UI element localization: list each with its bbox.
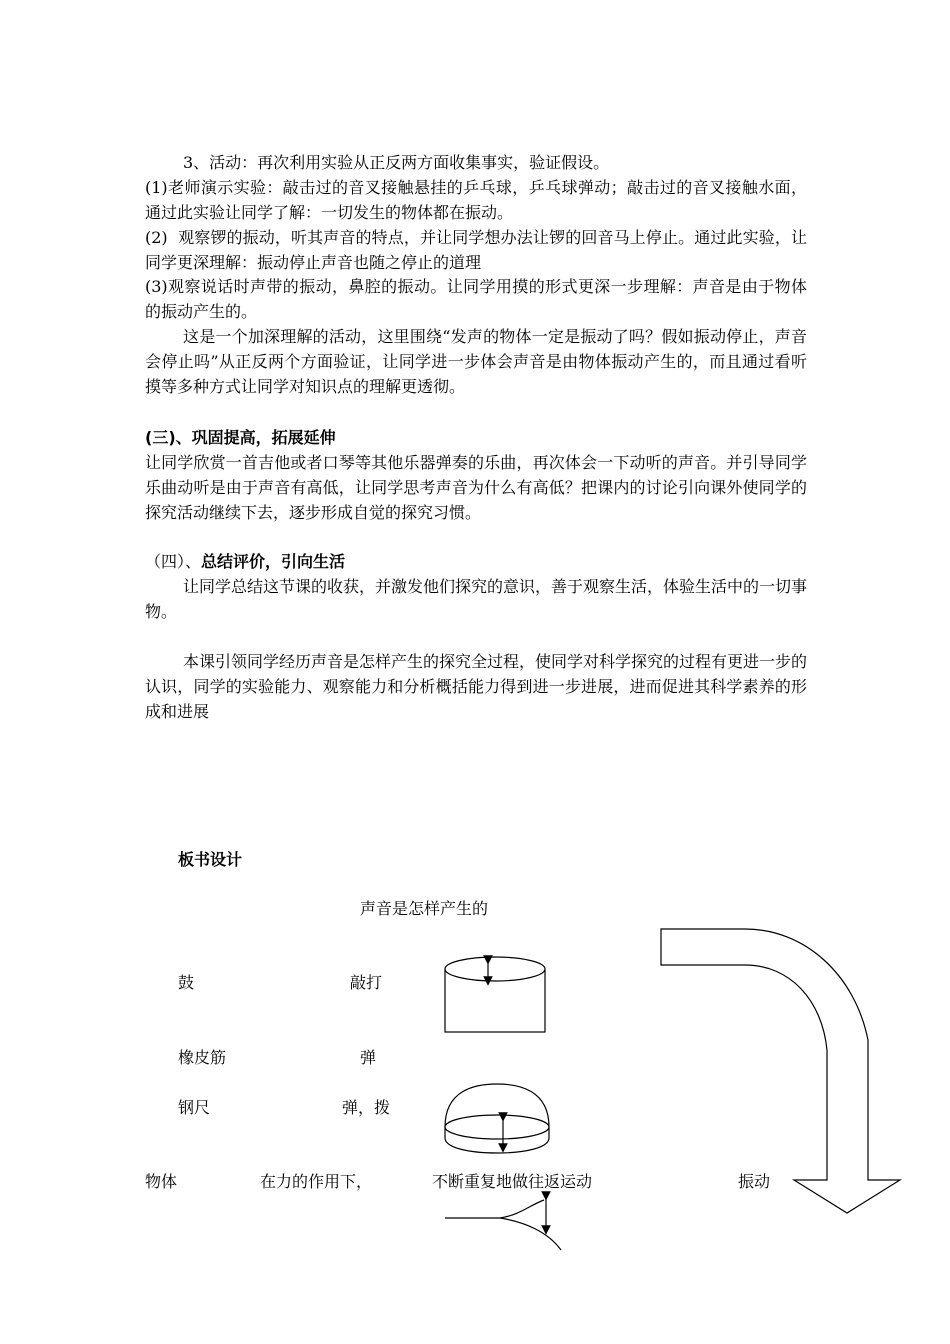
drum-figure (445, 957, 545, 1032)
board-object-rubber-band: 橡皮筋 (178, 1048, 227, 1067)
board-object-ruler: 钢尺 (178, 1098, 211, 1117)
part3-body: 让同学欣赏一首吉他或者口琴等其他乐器弹奏的乐曲，再次体会一下动听的声音。并引导同学乐曲动听是由于声音有高低，让同学思考声音为什么有高低？把课内的讨论引向课外使同学的探究活动继续下去，逐步形成自觉的探究习惯。 (145, 453, 807, 522)
board-subtitle: 声音是怎样产生的 (360, 899, 489, 918)
closing-paragraph: 本课引领同学经历声音是怎样产生的探究全过程，使同学对科学探究的过程有更进一步的认识，同学的实验能力、观察能力和分析概括能力得到进一步进展，进而促进其科学素养的形成和进展 (145, 652, 808, 721)
conclusion-result: 振动 (738, 1172, 771, 1191)
board-title: 板书设计 (178, 850, 243, 869)
board-action-rubber-band: 弹 (360, 1048, 377, 1067)
board-action-drum: 敲打 (350, 973, 383, 992)
part4-heading-bold: 总结评价，引向生活 (201, 552, 346, 571)
curved-arrow-icon (661, 929, 900, 1213)
gong-figure (445, 1084, 549, 1153)
board-action-ruler: 弹，拨 (342, 1098, 391, 1117)
part4-body: 让同学总结这节课的收获，并激发他们探究的意识，善于观察生活，体验生活中的一切事物。 (145, 577, 808, 621)
conclusion-motion: 不断重复地做往返运动 (432, 1172, 593, 1191)
section3-summary: 这是一个加深理解的活动，这里围绕“发声的物体一定是振动了吗？假如振动停止，声音会停止吗”从正反两个方面验证，让同学进一步体会声音是由物体振动产生的，而且通过看听摸等多种方式让同学对知识点的理解更透彻。 (145, 327, 807, 396)
ruler-figure (445, 1196, 561, 1250)
conclusion-condition: 在力的作用下， (260, 1172, 373, 1191)
section3-item2: (2) 观察锣的振动，听其声音的特点，并让同学想办法让锣的回音马上停止。通过此实验，让同学更深理解：振动停止声音也随之停止的道理 (145, 228, 807, 272)
part3-heading: (三)、巩固提高，拓展延伸 (145, 428, 336, 447)
section3-item3: (3)观察说话时声带的振动，鼻腔的振动。让同学用摸的形式更深一步理解：声音是由于物体的振动产生的。 (145, 277, 807, 321)
part4-heading-prefix: （四）、 (145, 552, 202, 571)
section3-title: 3、活动：再次利用实验从正反两方面收集事实，验证假设。 (183, 153, 610, 172)
section3-item1: (1)老师演示实验：敲击过的音叉接触悬挂的乒乓球，乒乓球弹动；敲击过的音叉接触水面，通过此实验让同学了解：一切发生的物体都在振动。 (145, 178, 807, 222)
conclusion-subject: 物体 (145, 1172, 178, 1191)
board-object-drum: 鼓 (178, 973, 195, 992)
